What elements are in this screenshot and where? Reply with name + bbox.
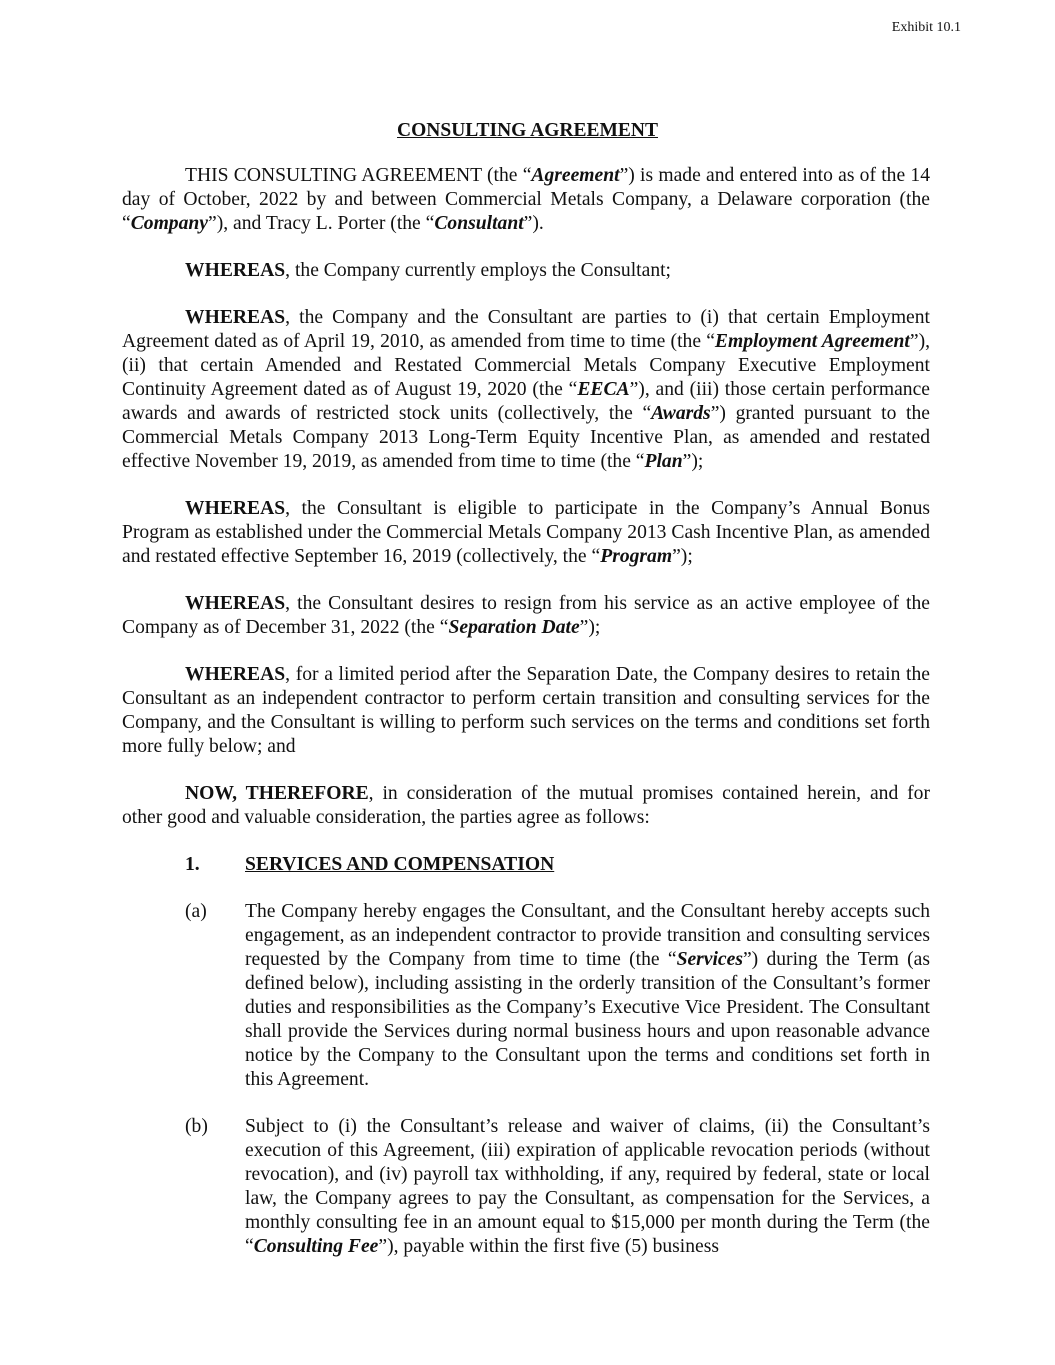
defined-term-services: Services — [676, 949, 743, 970]
recital-2 — [122, 306, 930, 474]
recital-1 — [122, 259, 930, 283]
recital-text: ”); — [672, 546, 693, 567]
recital-text: ”); — [682, 451, 704, 472]
whereas-label: WHEREAS — [185, 307, 286, 328]
defined-term-eeca: EECA — [577, 379, 630, 400]
whereas-label: WHEREAS — [185, 498, 286, 519]
section-1-heading — [185, 853, 930, 877]
intro-text: ”). — [523, 213, 544, 234]
whereas-label: WHEREAS — [185, 664, 286, 685]
recital-text: ”), (ii) that certain Amended and Restated Commercial Metals Company Executive Employment Continuity Agreement dated as of August 19, 2020 (the “ — [122, 331, 931, 400]
recital-text: , the Consultant desires to resign from his service as an active employee of the Company as of December 31, 2022 (the “ — [122, 593, 930, 638]
clause-b — [185, 1115, 930, 1259]
recital-4 — [122, 592, 930, 640]
defined-term-employment-agreement: Employment Agreement — [714, 331, 910, 352]
defined-term-plan: Plan — [644, 451, 683, 472]
section-number: 1. — [185, 854, 200, 875]
defined-term-consultant: Consultant — [434, 213, 524, 234]
whereas-label: WHEREAS — [185, 593, 286, 614]
recital-3 — [122, 497, 930, 569]
clause-text-part: ”) during the Term (as defined below), including assisting in the orderly transition of the Consultant’s former duties and responsibilities as the Company’s Executive Vice President. The Consultant shall provide the Services during normal business hours and upon reasonable advance notice by the Company to the Consultant upon the terms and conditions set forth in this Agreement. — [245, 949, 930, 1090]
exhibit-label: Exhibit 10.1 — [891, 20, 961, 35]
recital-text: , the Company currently employs the Consultant; — [285, 260, 672, 281]
now-therefore-paragraph — [122, 782, 930, 830]
recital-text: , the Consultant is eligible to participate in the Company’s Annual Bonus Program as established under the Commercial Metals Company 2013 Cash Incentive Plan, as amended and restated effective September 16, 2019 (collectively, the “ — [122, 498, 930, 567]
recital-text: ”) granted pursuant to the Commercial Metals Company 2013 Long-Term Equity Incentive Plan, as amended and restated effective November 19, 2019, as amended from time to time (the “ — [122, 403, 930, 472]
clause-text-part: ”), payable within the first five (5) business — [378, 1236, 719, 1257]
recital-text: , for a limited period after the Separation Date, the Company desires to retain the Consultant as an independent contractor to perform certain transition and consulting services for the Company, and the Consultant is willing to perform such services on the terms and conditions set forth more fully below; and — [122, 664, 930, 757]
clause-text — [245, 1115, 930, 1259]
clause-text — [245, 900, 930, 1092]
clause-text-part: The Company hereby engages the Consultant, and the Consultant hereby accepts such engagement, as an independent contractor to provide transition and consulting services requested by the Company from time to time (the “ — [245, 901, 930, 970]
section-title: SERVICES AND COMPENSATION — [245, 854, 555, 875]
intro-text: ”) is made and entered into as of the 14 day of October, 2022 by and between Commercial Metals Company, a Delaware corporation (the “ — [122, 165, 931, 234]
recital-text: , the Company and the Consultant are parties to (i) that certain Employment Agreement dated as of April 19, 2010, as amended from time to time (the “ — [122, 307, 930, 352]
intro-paragraph — [122, 164, 930, 236]
clause-text-part: Subject to (i) the Consultant’s release and waiver of claims, (ii) the Consultant’s execution of this Agreement, (iii) expiration of applicable revocation periods (without revocation), and (iv) payroll tax withholding, if any, required by federal, state or local law, the Company agrees to pay the Consultant, as compensation for the Services, a monthly consulting fee in an amount equal to $15,000 per month during the Term (the “ — [245, 1116, 930, 1257]
intro-text: ”), and Tracy L. Porter (the “ — [208, 213, 435, 234]
document-title: CONSULTING AGREEMENT — [397, 120, 658, 141]
now-therefore-label: NOW, THEREFORE — [185, 783, 369, 804]
document-body — [122, 164, 930, 1282]
recital-text: ”); — [579, 617, 601, 638]
clause-label: (a) — [185, 901, 207, 922]
defined-term-consulting-fee: Consulting Fee — [253, 1236, 379, 1257]
whereas-label: WHEREAS — [185, 260, 286, 281]
recital-text: , in consideration of the mutual promises contained herein, and for other good and valuable consideration, the parties agree as follows: — [122, 783, 931, 828]
intro-text: THIS CONSULTING AGREEMENT (the “ — [185, 165, 532, 186]
defined-term-agreement: Agreement — [531, 165, 620, 186]
defined-term-separation-date: Separation Date — [448, 617, 580, 638]
defined-term-awards: Awards — [651, 403, 711, 424]
defined-term-company: Company — [130, 213, 208, 234]
recital-5 — [122, 663, 930, 759]
clause-label: (b) — [185, 1116, 208, 1137]
defined-term-program: Program — [600, 546, 673, 567]
recital-text: ”), and (iii) those certain performance awards and awards of restricted stock units (collectively, the “ — [122, 379, 930, 424]
clause-a — [185, 900, 930, 1092]
